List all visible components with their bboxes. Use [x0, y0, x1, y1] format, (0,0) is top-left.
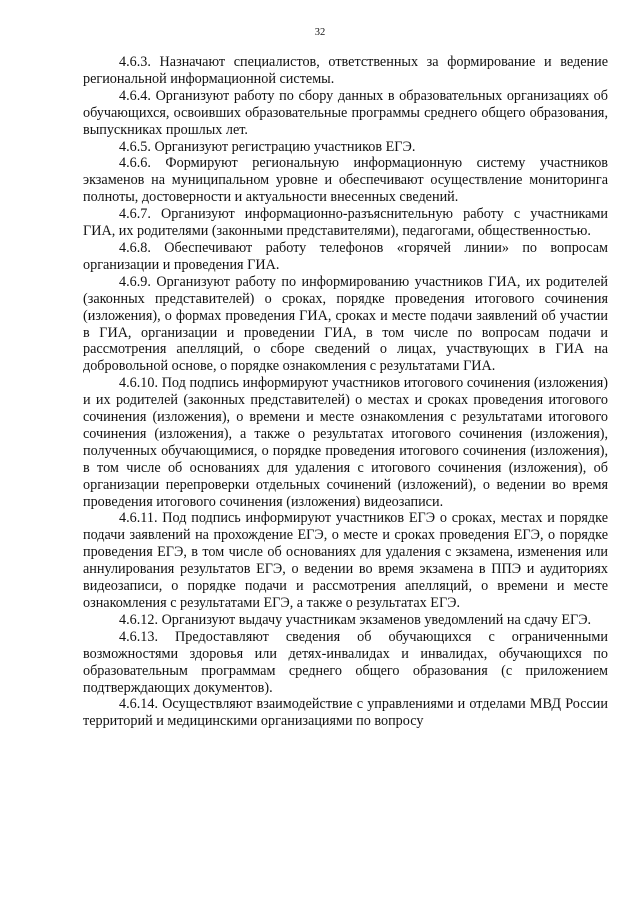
paragraph-4-6-13: 4.6.13. Предоставляют сведения об обучающихся с ограниченными возможностями здоровья или детях-инвалидах и инвалидах, обучающихся по образовательным программам среднего общего образования (с приложением подтверждающих документов).: [83, 628, 608, 696]
paragraph-4-6-7: 4.6.7. Организуют информационно-разъяснительную работу с участниками ГИА, их родителями (законными представителями), педагогами, общественностью.: [83, 206, 608, 240]
paragraph-4-6-14: 4.6.14. Осуществляют взаимодействие с управлениями и отделами МВД России территорий и медицинскими организациями по вопросу: [83, 696, 608, 730]
paragraph-4-6-10: 4.6.10. Под подпись информируют участников итогового сочинения (изложения) и их родителей (законных представителей) о местах и сроках проведения итогового сочинения (изложения), о времени и месте ознакомления с результатами итогового сочинения (изложения), а также о результатах итогового сочинения (изложения), полученных обучающимися, о порядке проведения итогового сочинения (изложения), в том числе об основаниях для удаления с итогового сочинения (изложения), об организации перепроверки отдельных сочинений (изложений), о ведении во время проведения итогового сочинения (изложения) видеозаписи.: [83, 375, 608, 510]
paragraph-4-6-8: 4.6.8. Обеспечивают работу телефонов «горячей линии» по вопросам организации и проведения ГИА.: [83, 239, 608, 273]
paragraph-4-6-5: 4.6.5. Организуют регистрацию участников ЕГЭ.: [119, 138, 416, 155]
document-body: [83, 54, 608, 730]
paragraph-4-6-6: 4.6.6. Формируют региональную информационную систему участников экзаменов на муниципальном уровне и обеспечивают осуществление мониторинга полноты, достоверности и актуальности внесенных сведений.: [83, 155, 608, 206]
paragraph-4-6-3: 4.6.3. Назначают специалистов, ответственных за формирование и ведение региональной информационной системы.: [83, 54, 608, 87]
page-number: 32: [314, 27, 326, 38]
paragraph-4-6-11: 4.6.11. Под подпись информируют участников ЕГЭ о сроках, местах и порядке подачи заявлений на прохождение ЕГЭ, о месте и сроках проведения ЕГЭ, о порядке проведения ЕГЭ, в том числе об основаниях для удаления с экзамена, изменения или аннулирования результатов ЕГЭ, о ведении во время экзамена в ППЭ и аудиториях видеозаписи, о порядке подачи и рассмотрения апелляций, о времени и месте ознакомления с результатами ЕГЭ, а также о результатах ЕГЭ.: [83, 510, 608, 611]
paragraph-4-6-4: 4.6.4. Организуют работу по сбору данных в образовательных организациях об обучающихся, освоивших образовательные программы среднего общего образования, выпускниках прошлых лет.: [83, 87, 608, 138]
paragraph-4-6-12: 4.6.12. Организуют выдачу участникам экзаменов уведомлений на сдачу ЕГЭ.: [119, 611, 592, 628]
paragraph-4-6-9: 4.6.9. Организуют работу по информированию участников ГИА, их родителей (законных представителей) о сроках, порядке проведения итогового сочинения (изложения), о формах проведения ГИА, сроках и месте подачи заявлений об участии в ГИА, организации и проведении ГИА, в том числе по вопросам подачи и рассмотрения апелляций, о сборе сведений о лицах, участвующих в ГИА на добровольной основе, о порядке ознакомления с результатами ГИА.: [83, 273, 608, 375]
